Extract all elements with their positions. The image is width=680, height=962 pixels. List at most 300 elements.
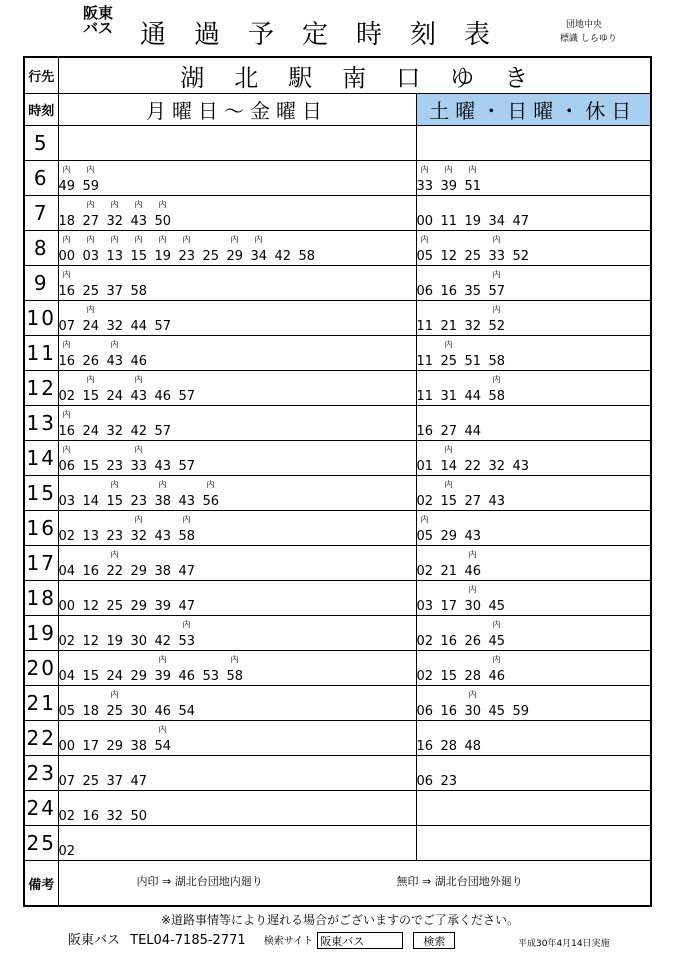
- holiday-cell: [416, 371, 651, 406]
- minute-text: 13: [82, 529, 100, 544]
- hour-row: [24, 266, 651, 301]
- departure-minute: [179, 704, 203, 719]
- inner-loop-mark: 内: [62, 340, 71, 349]
- minute-text: 14: [82, 494, 100, 509]
- minute-text: 57: [178, 389, 196, 404]
- departure-minute: [465, 669, 489, 684]
- departure-minute: [83, 634, 107, 649]
- minute-text: 43: [130, 214, 148, 229]
- minute-text: 45: [488, 704, 506, 719]
- departure-minute: [178, 620, 203, 649]
- departure-minute: [83, 354, 107, 369]
- departure-minute: [417, 214, 441, 229]
- weekday-cell: [58, 126, 416, 161]
- departure-minute: [107, 774, 131, 789]
- holiday-cell: [416, 826, 651, 861]
- inner-loop-mark: 内: [62, 165, 71, 174]
- minute-text: 29: [440, 529, 458, 544]
- hour-row: [24, 721, 651, 756]
- departure-minute: [179, 459, 203, 474]
- minute-text: 05: [416, 529, 434, 544]
- search-site-label: 検索サイト: [263, 936, 314, 947]
- minute-text: 05: [416, 249, 434, 264]
- minute-text: 29: [106, 739, 124, 754]
- departure-minute: [154, 725, 179, 754]
- minute-text: 19: [464, 214, 482, 229]
- minute-text: 12: [440, 249, 458, 264]
- departure-minute: [131, 634, 155, 649]
- minute-text: 51: [464, 179, 482, 194]
- minute-text: 57: [154, 424, 172, 439]
- minutes-list: [417, 774, 465, 789]
- minute-text: 58: [298, 249, 316, 264]
- minute-text: 02: [58, 809, 76, 824]
- departure-minute: [417, 774, 441, 789]
- minute-text: 07: [58, 319, 76, 334]
- minutes-list: [416, 515, 489, 544]
- weekday-cell: [58, 616, 416, 651]
- holiday-cell: [416, 721, 651, 756]
- minutes-list: [58, 235, 323, 264]
- departure-minute: [155, 389, 179, 404]
- departure-minute: [489, 214, 513, 229]
- time-label: 時刻: [24, 94, 58, 126]
- minute-text: 54: [154, 739, 172, 754]
- departure-minute: [416, 235, 441, 264]
- departure-minute: [107, 459, 131, 474]
- minute-text: 32: [106, 214, 124, 229]
- minutes-list: [58, 655, 251, 684]
- holiday-cell: [416, 266, 651, 301]
- departure-minute: [179, 669, 203, 684]
- departure-minute: [59, 809, 83, 824]
- minute-text: 35: [464, 284, 482, 299]
- weekday-cell: [58, 196, 416, 231]
- minute-text: 59: [82, 179, 100, 194]
- minute-text: 47: [130, 774, 148, 789]
- departure-minute: [83, 669, 107, 684]
- departure-minute: [59, 494, 83, 509]
- minutes-list: [58, 375, 203, 404]
- departure-minute: [82, 165, 107, 194]
- departure-minute: [441, 599, 465, 614]
- remarks-content: [58, 861, 651, 907]
- weekday-header: 月曜日～金曜日: [58, 94, 416, 126]
- minute-text: 07: [58, 774, 76, 789]
- departure-minute: [130, 515, 155, 544]
- minute-text: 33: [488, 249, 506, 264]
- stop-line1: 団地中央: [566, 20, 603, 30]
- departure-minute: [83, 284, 107, 299]
- minute-text: 57: [154, 319, 172, 334]
- holiday-cell: [416, 126, 651, 161]
- inner-loop-mark: 内: [492, 270, 501, 279]
- minute-text: 02: [58, 634, 76, 649]
- departure-minute: [465, 284, 489, 299]
- departure-minute: [59, 739, 83, 754]
- departure-minute: [155, 634, 179, 649]
- departure-minute: [488, 620, 513, 649]
- search-input[interactable]: 阪東バス: [317, 932, 403, 949]
- departure-minute: [441, 669, 465, 684]
- inner-loop-mark: 内: [420, 235, 429, 244]
- minute-text: 50: [130, 809, 148, 824]
- departure-minute: [59, 634, 83, 649]
- minute-text: 47: [512, 214, 530, 229]
- hour-row: [24, 686, 651, 721]
- departure-minute: [275, 249, 299, 264]
- minute-text: 32: [106, 319, 124, 334]
- minute-text: 29: [226, 249, 244, 264]
- minute-text: 46: [154, 704, 172, 719]
- departure-minute: [440, 480, 465, 509]
- departure-minute: [155, 529, 179, 544]
- minutes-list: [58, 165, 107, 194]
- hour-row: [24, 161, 651, 196]
- inner-loop-mark: 内: [110, 690, 119, 699]
- minute-text: 04: [58, 669, 76, 684]
- minute-text: 27: [82, 214, 100, 229]
- holiday-cell: [416, 511, 651, 546]
- departure-minute: [155, 599, 179, 614]
- minute-text: 03: [416, 599, 434, 614]
- departure-minute: [178, 515, 203, 544]
- inner-loop-mark: 内: [444, 165, 453, 174]
- holiday-cell: [416, 231, 651, 266]
- departure-minute: [83, 459, 107, 474]
- minute-text: 47: [178, 599, 196, 614]
- hour-row: [24, 616, 651, 651]
- minute-text: 38: [130, 739, 148, 754]
- minute-text: 57: [178, 459, 196, 474]
- departure-minute: [82, 235, 107, 264]
- inner-loop-mark: 内: [420, 515, 429, 524]
- minute-text: 34: [488, 214, 506, 229]
- departure-minute: [107, 809, 131, 824]
- departure-minute: [107, 319, 131, 334]
- departure-minute: [59, 599, 83, 614]
- minute-text: 14: [440, 459, 458, 474]
- inner-loop-mark: 内: [444, 480, 453, 489]
- minute-text: 57: [488, 284, 506, 299]
- hour-row: [24, 231, 651, 266]
- hour-row: [24, 406, 651, 441]
- minute-text: 02: [58, 844, 76, 859]
- departure-minute: [441, 564, 465, 579]
- inner-loop-mark: 内: [182, 620, 191, 629]
- departure-minute: [107, 284, 131, 299]
- inner-loop-mark: 内: [492, 235, 501, 244]
- hour-label: 9: [24, 266, 58, 301]
- holiday-cell: [416, 616, 651, 651]
- minute-text: 26: [464, 634, 482, 649]
- departure-minute: [107, 669, 131, 684]
- departure-minute: [488, 235, 513, 264]
- minute-text: 53: [202, 669, 220, 684]
- departure-minute: [83, 599, 107, 614]
- departure-minute: [202, 480, 227, 509]
- minute-text: 47: [178, 564, 196, 579]
- minute-text: 17: [440, 599, 458, 614]
- departure-minute: [441, 774, 465, 789]
- inner-loop-mark: 内: [86, 375, 95, 384]
- minute-text: 46: [464, 564, 482, 579]
- minute-text: 25: [464, 249, 482, 264]
- departure-minute: [83, 564, 107, 579]
- departure-minute: [107, 424, 131, 439]
- weekday-cell: [58, 441, 416, 476]
- departure-minute: [464, 690, 489, 719]
- company-line1: 阪東: [82, 4, 113, 22]
- departure-minute: [417, 284, 441, 299]
- minutes-list: [416, 445, 537, 474]
- minute-text: 15: [440, 669, 458, 684]
- minute-text: 21: [440, 564, 458, 579]
- departure-minute: [106, 200, 131, 229]
- minute-text: 49: [58, 179, 76, 194]
- minute-text: 06: [58, 459, 76, 474]
- inner-loop-mark: 内: [444, 340, 453, 349]
- minutes-list: [416, 690, 537, 719]
- minute-text: 25: [82, 284, 100, 299]
- minutes-list: [59, 774, 155, 789]
- remark-outer-loop: 無印 ⇒ 湖北台団地外廻り: [396, 875, 523, 888]
- minutes-list: [58, 200, 179, 229]
- inner-loop-mark: 内: [62, 445, 71, 454]
- departure-minute: [489, 354, 513, 369]
- inner-loop-mark: 内: [62, 235, 71, 244]
- departure-minute: [465, 319, 489, 334]
- minute-text: 33: [130, 459, 148, 474]
- minute-text: 16: [58, 354, 76, 369]
- inner-loop-mark: 内: [110, 200, 119, 209]
- departure-minute: [155, 424, 179, 439]
- departure-minute: [107, 599, 131, 614]
- hour-row: [24, 476, 651, 511]
- weekday-cell: [58, 476, 416, 511]
- departure-minute: [417, 669, 441, 684]
- minute-text: 58: [226, 669, 244, 684]
- minute-text: 27: [464, 494, 482, 509]
- weekday-cell: [58, 581, 416, 616]
- inner-loop-mark: 内: [254, 235, 263, 244]
- inner-loop-mark: 内: [492, 620, 501, 629]
- minute-text: 16: [416, 739, 434, 754]
- minute-text: 52: [488, 319, 506, 334]
- hour-row: [24, 126, 651, 161]
- minute-text: 44: [130, 319, 148, 334]
- departure-minute: [226, 235, 251, 264]
- minute-text: 43: [464, 529, 482, 544]
- departure-minute: [130, 200, 155, 229]
- minute-text: 29: [130, 669, 148, 684]
- departure-minute: [154, 235, 179, 264]
- departure-minute: [417, 704, 441, 719]
- minutes-list: [58, 690, 203, 719]
- hour-label: 14: [24, 441, 58, 476]
- departure-minute: [131, 774, 155, 789]
- departure-minute: [83, 494, 107, 509]
- minute-text: 11: [416, 354, 434, 369]
- departure-minute: [441, 739, 465, 754]
- minute-text: 11: [440, 214, 458, 229]
- minute-text: 46: [130, 354, 148, 369]
- inner-loop-mark: 内: [86, 200, 95, 209]
- departure-minute: [59, 319, 83, 334]
- minute-text: 19: [154, 249, 172, 264]
- minutes-list: [58, 480, 227, 509]
- holiday-cell: [416, 476, 651, 511]
- minute-text: 00: [58, 739, 76, 754]
- departure-minute: [178, 235, 203, 264]
- minute-text: 12: [82, 634, 100, 649]
- departure-minute: [513, 704, 537, 719]
- departure-minute: [83, 529, 107, 544]
- departure-minute: [179, 599, 203, 614]
- hour-row: [24, 756, 651, 791]
- search-button[interactable]: 検索: [413, 932, 455, 949]
- minute-text: 32: [106, 424, 124, 439]
- minute-text: 50: [154, 214, 172, 229]
- departure-minute: [83, 424, 107, 439]
- minute-text: 06: [416, 704, 434, 719]
- inner-loop-mark: 内: [468, 550, 477, 559]
- departure-minute: [417, 389, 441, 404]
- minutes-list: [58, 270, 155, 299]
- departure-minute: [488, 305, 513, 334]
- stop-name: [560, 18, 617, 46]
- minutes-list: [58, 305, 179, 334]
- minute-text: 38: [154, 564, 172, 579]
- departure-minute: [59, 529, 83, 544]
- hour-row: [24, 371, 651, 406]
- inner-loop-mark: 内: [230, 655, 239, 664]
- weekday-cell: [58, 301, 416, 336]
- inner-loop-mark: 内: [86, 235, 95, 244]
- weekday-cell: [58, 756, 416, 791]
- minutes-list: [416, 620, 513, 649]
- minute-text: 03: [58, 494, 76, 509]
- inner-loop-mark: 内: [468, 690, 477, 699]
- minute-text: 39: [154, 599, 172, 614]
- minute-text: 30: [130, 634, 148, 649]
- departure-minute: [299, 249, 323, 264]
- inner-loop-mark: 内: [182, 235, 191, 244]
- departure-minute: [416, 515, 441, 544]
- minute-text: 28: [440, 739, 458, 754]
- departure-minute: [131, 319, 155, 334]
- departure-minute: [440, 445, 465, 474]
- minute-text: 43: [512, 459, 530, 474]
- departure-minute: [155, 319, 179, 334]
- hour-label: 18: [24, 581, 58, 616]
- page-header: [0, 0, 680, 56]
- departure-minute: [465, 214, 489, 229]
- departure-minute: [83, 704, 107, 719]
- hour-row: [24, 196, 651, 231]
- minute-text: 32: [106, 809, 124, 824]
- holiday-cell: [416, 651, 651, 686]
- departure-minute: [417, 424, 441, 439]
- hour-label: 25: [24, 826, 58, 861]
- departure-minute: [59, 774, 83, 789]
- inner-loop-mark: 内: [444, 445, 453, 454]
- minute-text: 25: [106, 704, 124, 719]
- contact-line: [68, 929, 455, 949]
- weekday-cell: [58, 826, 416, 861]
- weekday-cell: [58, 406, 416, 441]
- minute-text: 11: [416, 389, 434, 404]
- inner-loop-mark: 内: [134, 445, 143, 454]
- minute-text: 58: [488, 354, 506, 369]
- minute-text: 16: [440, 284, 458, 299]
- minute-text: 06: [416, 774, 434, 789]
- destination-label: 行先: [24, 57, 58, 94]
- holiday-cell: [416, 196, 651, 231]
- hour-label: 16: [24, 511, 58, 546]
- holiday-cell: [416, 756, 651, 791]
- departure-minute: [417, 739, 441, 754]
- departure-minute: [441, 529, 465, 544]
- departure-minute: [179, 389, 203, 404]
- minute-text: 02: [416, 494, 434, 509]
- minute-text: 43: [178, 494, 196, 509]
- hour-label: 17: [24, 546, 58, 581]
- minute-text: 43: [106, 354, 124, 369]
- departure-minute: [416, 165, 441, 194]
- hour-row: [24, 826, 651, 861]
- departure-minute: [131, 704, 155, 719]
- inner-loop-mark: 内: [110, 340, 119, 349]
- departure-minute: [441, 389, 465, 404]
- minute-text: 16: [58, 284, 76, 299]
- minute-text: 45: [488, 599, 506, 614]
- company-line2: バス: [82, 19, 113, 37]
- departure-minute: [417, 494, 441, 509]
- departure-minute: [489, 599, 513, 614]
- minute-text: 16: [440, 634, 458, 649]
- minute-text: 38: [154, 494, 172, 509]
- minutes-list: [59, 809, 155, 824]
- minute-text: 03: [82, 249, 100, 264]
- hour-label: 8: [24, 231, 58, 266]
- minute-text: 24: [106, 669, 124, 684]
- holiday-cell: [416, 791, 651, 826]
- minutes-list: [416, 375, 513, 404]
- departure-minute: [155, 459, 179, 474]
- inner-loop-mark: 内: [468, 585, 477, 594]
- minutes-list: [416, 340, 513, 369]
- minute-text: 15: [130, 249, 148, 264]
- minute-text: 18: [82, 704, 100, 719]
- departure-minute: [131, 354, 155, 369]
- departure-minute: [82, 200, 107, 229]
- stop-line2: 標識 しらゆり: [560, 34, 617, 44]
- minute-text: 02: [58, 389, 76, 404]
- hour-label: 13: [24, 406, 58, 441]
- departure-minute: [513, 249, 537, 264]
- departure-minute: [417, 319, 441, 334]
- minute-text: 58: [488, 389, 506, 404]
- minute-text: 32: [464, 319, 482, 334]
- delay-notice: ※道路事情等により遅れる場合がございますのでご了承ください。: [160, 913, 520, 927]
- minute-text: 42: [130, 424, 148, 439]
- departure-minute: [488, 270, 513, 299]
- departure-minute: [154, 480, 179, 509]
- weekday-cell: [58, 161, 416, 196]
- minute-text: 23: [130, 494, 148, 509]
- minute-text: 42: [154, 634, 172, 649]
